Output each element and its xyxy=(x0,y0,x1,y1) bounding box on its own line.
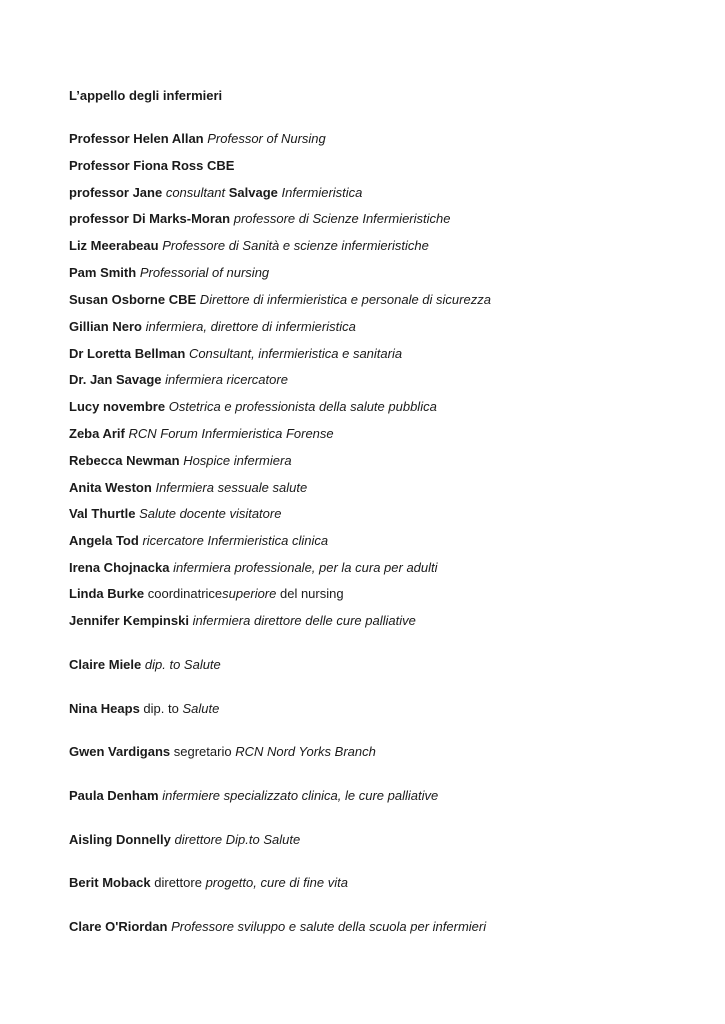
signatory-name: Dr Loretta Bellman xyxy=(69,346,186,361)
signatory-name: Gillian Nero xyxy=(69,319,142,334)
signatory-role: RCN Nord Yorks Branch xyxy=(235,744,376,759)
signatory-name: Professor Helen Allan xyxy=(69,131,204,146)
signatory-entry xyxy=(69,532,328,549)
signatory-name: Lucy novembre xyxy=(69,399,166,414)
signatory-role: ricercatore Infermieristica clinica xyxy=(142,533,329,548)
signatory-role: Professorial of nursing xyxy=(139,265,270,280)
signatory-name: Paula Denham xyxy=(69,788,159,803)
signatory-name: Dr. Jan Savage xyxy=(69,372,162,387)
document-page xyxy=(69,0,709,1024)
signatory-name: Pam Smith xyxy=(69,265,137,280)
signatory-entry xyxy=(69,184,362,201)
entry-text: direttore xyxy=(150,875,206,890)
signatory-role: dip. to Salute xyxy=(144,657,221,672)
entry-text: dip. to xyxy=(139,701,183,716)
signatory-name: Zeba Arif xyxy=(69,426,125,441)
signatory-entry xyxy=(69,130,326,147)
signatory-role: Infermiera sessuale salute xyxy=(155,480,308,495)
signatory-role: infermiera ricercatore xyxy=(165,372,288,387)
signatory-role: Infermieristica xyxy=(281,185,363,200)
signatory-name: Jennifer Kempinski xyxy=(69,613,189,628)
signatory-name: Nina Heaps xyxy=(69,701,140,716)
signatory-entry xyxy=(69,425,334,442)
signatory-name: Professor Fiona Ross CBE xyxy=(69,158,235,173)
signatory-role: infermiera direttore delle cure palliative xyxy=(192,613,416,628)
signatory-name: Aisling Donnelly xyxy=(69,832,171,847)
signatory-role: Professore sviluppo e salute della scuola per infermieri xyxy=(171,919,487,934)
signatory-name: Susan Osborne CBE xyxy=(69,292,197,307)
signatory-name: Clare O'Riordan xyxy=(69,919,168,934)
signatory-entry xyxy=(69,787,438,804)
signatory-name: Linda Burke xyxy=(69,586,145,601)
signatory-entry xyxy=(69,505,281,522)
signatory-name: Anita Weston xyxy=(69,480,152,495)
signatory-entry xyxy=(69,559,438,576)
signatory-entry xyxy=(69,345,402,362)
signatory-name: Irena Chojnacka xyxy=(69,560,170,575)
document-title: L’appello degli infermieri xyxy=(69,88,223,103)
signatory-role: Professore di Sanità e scienze infermieristiche xyxy=(162,238,429,253)
signatory-entry xyxy=(69,656,221,673)
signatory-role: Direttore di infermieristica e personale di sicurezza xyxy=(199,292,491,307)
signatory-name: Salvage xyxy=(228,185,278,200)
signatory-name: Berit Moback xyxy=(69,875,151,890)
signatory-name: Liz Meerabeau xyxy=(69,238,159,253)
signatory-role: RCN Forum Infermieristica Forense xyxy=(128,426,334,441)
signatory-role: infermiera professionale, per la cura per adulti xyxy=(173,560,438,575)
signatory-entry xyxy=(69,398,437,415)
entry-text: segretario xyxy=(170,744,236,759)
signatory-entry xyxy=(69,585,344,602)
signatory-role: direttore Dip.to Salute xyxy=(174,832,301,847)
signatory-name: Rebecca Newman xyxy=(69,453,180,468)
signatory-entry xyxy=(69,264,269,281)
signatory-entry xyxy=(69,291,491,308)
signatory-entry xyxy=(69,210,450,227)
signatory-role: Professor of Nursing xyxy=(207,131,326,146)
signatory-name: Claire Miele xyxy=(69,657,142,672)
signatory-entry xyxy=(69,318,356,335)
signatory-role: infermiere specializzato clinica, le cure palliative xyxy=(162,788,439,803)
signatory-role: Consultant, infermieristica e sanitaria xyxy=(188,346,403,361)
signatory-name: Angela Tod xyxy=(69,533,139,548)
signatory-entry xyxy=(69,237,429,254)
signatory-role: Ostetrica e professionista della salute pubblica xyxy=(168,399,437,414)
signatory-entry xyxy=(69,157,234,174)
signatory-entry xyxy=(69,831,300,848)
signatory-role: Hospice infermiera xyxy=(183,453,292,468)
signatory-name: Gwen Vardigans xyxy=(69,744,171,759)
signatory-role: progetto, cure di fine vita xyxy=(205,875,348,890)
entry-text: del nursing xyxy=(276,586,344,601)
signatory-role: Salute docente visitatore xyxy=(139,506,282,521)
signatory-name: professor Jane xyxy=(69,185,163,200)
signatory-role: superiore xyxy=(222,586,277,601)
signatory-role: consultant xyxy=(165,185,226,200)
signatory-name: professor Di Marks-Moran xyxy=(69,211,231,226)
signatory-entry xyxy=(69,700,219,717)
signatory-role: professore di Scienze Infermieristiche xyxy=(233,211,451,226)
signatory-role: Salute xyxy=(182,701,220,716)
signatory-entry xyxy=(69,874,348,891)
signatory-entry xyxy=(69,918,486,935)
signatory-entry xyxy=(69,743,376,760)
signatory-role: infermiera, direttore di infermieristica xyxy=(145,319,356,334)
entry-text: coordinatrice xyxy=(144,586,223,601)
signatory-entry xyxy=(69,612,416,629)
signatory-entry xyxy=(69,479,307,496)
signatory-name: Val Thurtle xyxy=(69,506,136,521)
signatory-entry xyxy=(69,371,288,388)
signatory-entry xyxy=(69,452,292,469)
